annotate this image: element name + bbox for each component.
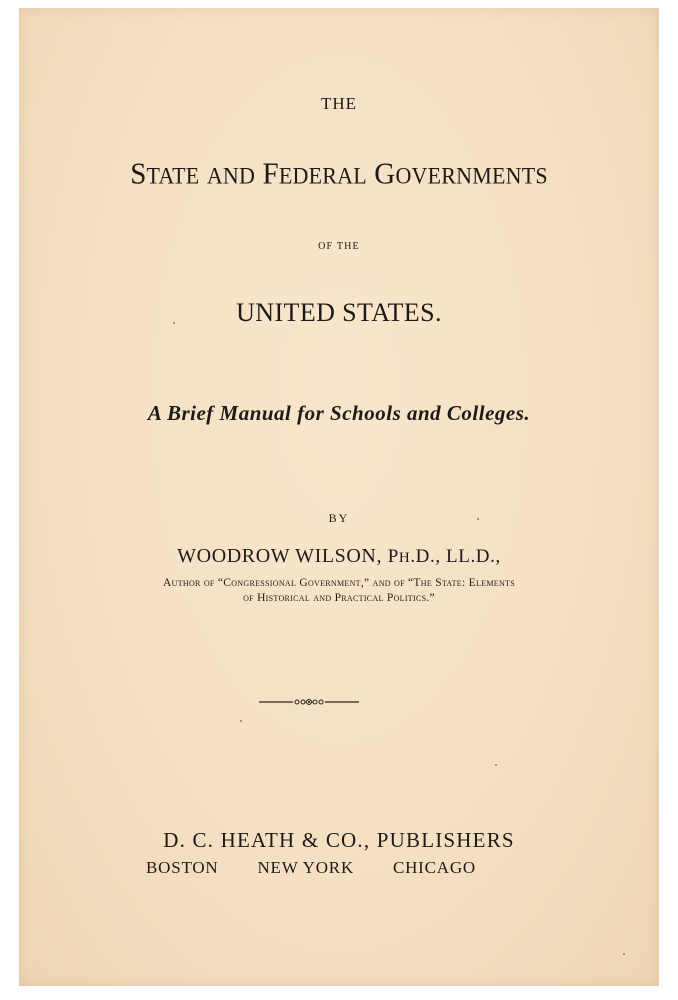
main-title-word-and: AND: [206, 162, 256, 189]
city-chicago: CHICAGO: [392, 858, 476, 877]
paper-speck: [173, 322, 175, 324]
ornament-divider-icon: [259, 695, 359, 709]
main-title-initial-f: F: [262, 156, 279, 192]
main-title-initial-g: G: [374, 156, 396, 192]
title-connector: OF THE: [318, 241, 360, 252]
paper-speck: [240, 720, 242, 722]
main-title: [19, 157, 659, 192]
book-title-page: [19, 8, 659, 986]
main-title-word-governments: OVERNMENTS: [395, 162, 548, 189]
main-title-initial-s: S: [130, 156, 147, 192]
subtitle: A Brief Manual for Schools and Colleges.: [147, 401, 531, 425]
author-degree-rest: .D., LL.D.,: [410, 546, 501, 567]
author-degree-p: P: [387, 546, 399, 567]
byline-label: BY: [328, 511, 350, 525]
main-title-word-state: TATE: [146, 162, 200, 189]
paper-speck: [477, 518, 479, 520]
city-new-york: NEW YORK: [257, 858, 355, 877]
publisher-cities: [146, 858, 476, 878]
author-credits-line-2: of Historical and Practical Politics.”: [243, 592, 435, 604]
author-degree-h: H: [398, 550, 411, 566]
author-credits-line-1: Author of “Congressional Government,” and of “The State: Elements: [163, 577, 515, 589]
paper-speck: [495, 764, 497, 766]
author-line: [19, 545, 659, 568]
main-title-word-federal: EDERAL: [278, 162, 367, 189]
title-country: UNITED STATES.: [236, 298, 442, 327]
author-name: WOODROW WILSON,: [177, 545, 383, 567]
city-boston: BOSTON: [146, 858, 219, 877]
title-article: THE: [320, 94, 358, 113]
publisher-name: D. C. HEATH & CO., PUBLISHERS: [163, 828, 515, 852]
author-credits: [19, 576, 659, 606]
paper-speck: [623, 953, 625, 955]
